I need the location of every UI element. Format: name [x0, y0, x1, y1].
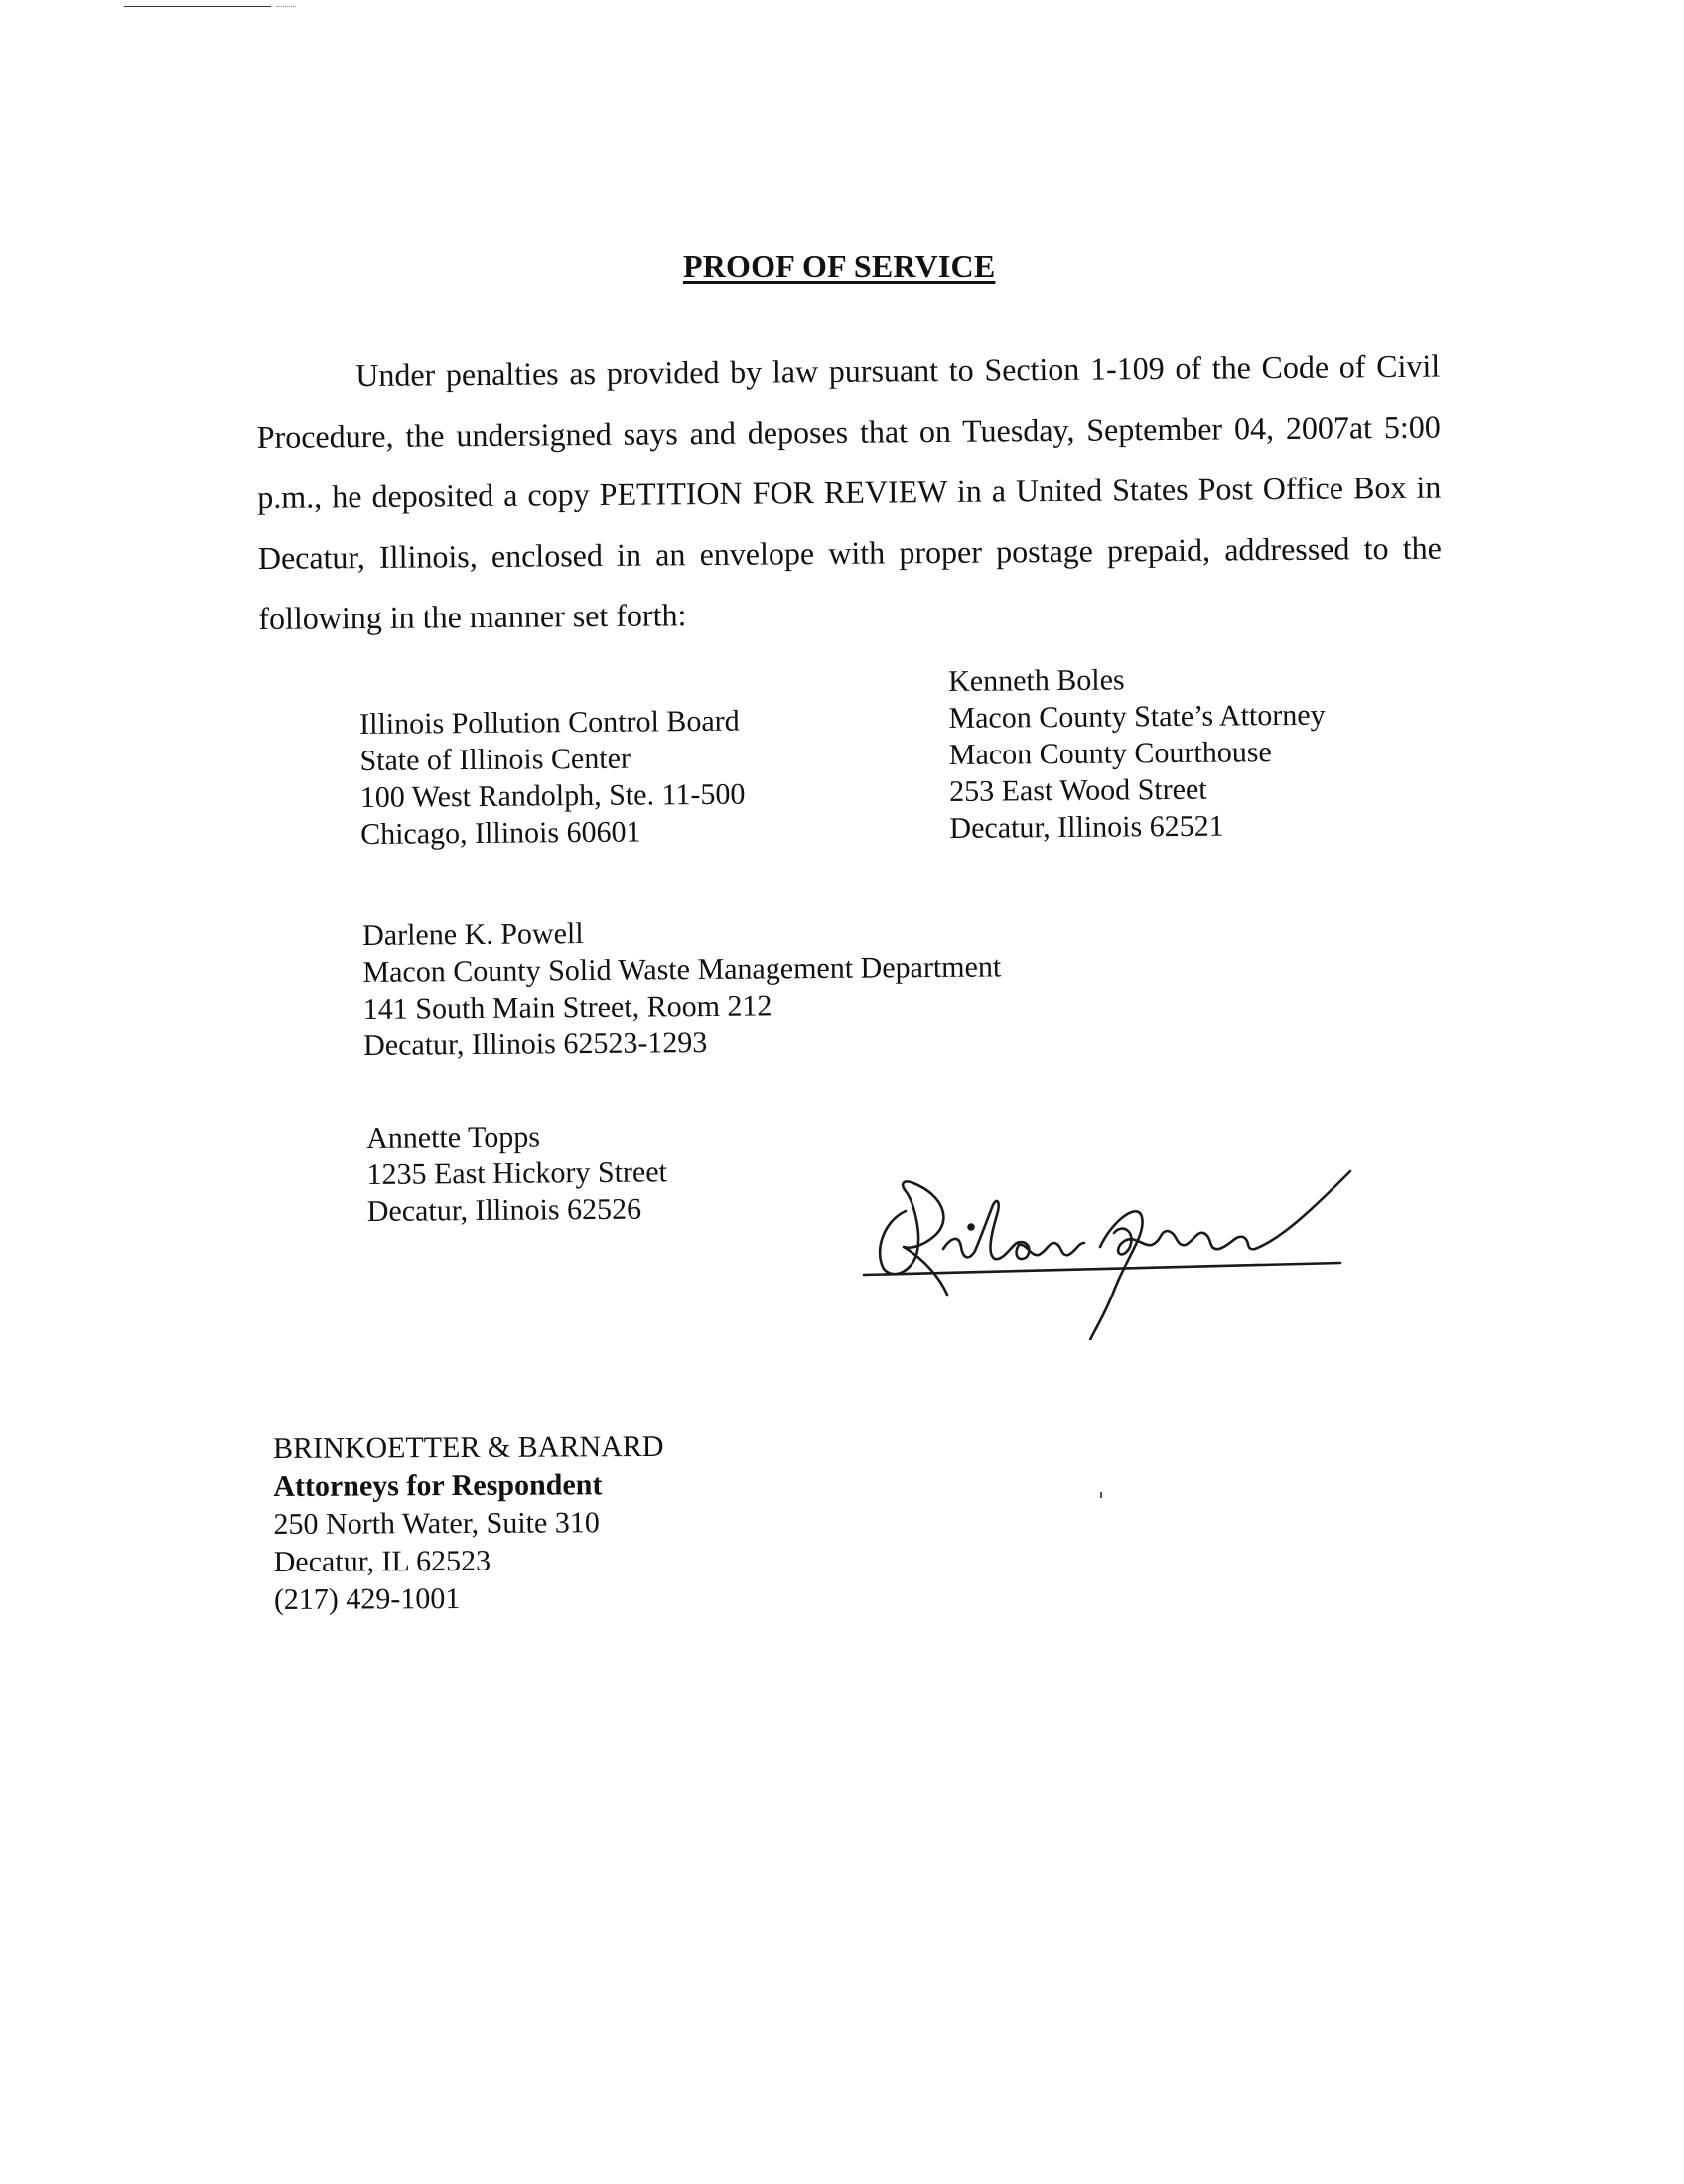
scan-speck — [1100, 1492, 1102, 1498]
firm-name: BRINKOETTER & BARNARD — [273, 1430, 664, 1465]
recipient-name: Annette Topps — [366, 1120, 541, 1155]
signature-letter-r — [880, 1181, 947, 1295]
document-title: PROOF OF SERVICE — [683, 248, 996, 284]
handwritten-signature — [844, 1152, 1420, 1340]
scan-artifact-line — [124, 6, 271, 7]
recipient-name: Kenneth Boles — [948, 663, 1125, 698]
recipient-solid-waste-department — [362, 911, 1002, 1064]
recipient-building: State of Illinois Center — [359, 742, 632, 777]
firm-role: Attorneys for Respondent — [273, 1468, 603, 1503]
recipient-street: 1235 East Hickory Street — [366, 1156, 668, 1191]
recipient-city: Decatur, Illinois 62523-1293 — [362, 1025, 708, 1062]
service-statement-text: Under penalties as provided by law pursuant to Section 1-109 of the Code of Civil Procedure, the undersigned says and deposes that on Tuesday, September 04, 2007at 5:00 p.m., he deposited a copy PETITION FOR REVIEW in a United States Post Office Box in Decatur, Illinois, enclosed in an envelope with proper postage prepaid, addressed to the following in the manner set forth: — [256, 347, 1442, 636]
scan-artifact-dots — [276, 6, 296, 7]
firm-signature-block — [273, 1429, 664, 1619]
recipient-pollution-control-board — [359, 703, 746, 853]
recipient-city: Decatur, Illinois 62526 — [366, 1192, 642, 1228]
recipient-name: Illinois Pollution Control Board — [359, 704, 740, 741]
recipient-office: Macon County Courthouse — [948, 736, 1272, 771]
recipient-states-attorney — [948, 660, 1327, 847]
firm-street: 250 North Water, Suite 310 — [273, 1506, 600, 1541]
recipient-title: Macon County State’s Attorney — [948, 698, 1326, 735]
recipient-city: Decatur, Illinois 62521 — [949, 809, 1224, 845]
firm-city: Decatur, IL 62523 — [273, 1544, 491, 1578]
recipient-topps — [366, 1117, 667, 1230]
recipient-street: 141 South Main Street, Room 212 — [362, 989, 772, 1025]
recipient-street: 253 East Wood Street — [948, 772, 1207, 808]
signature-dot — [969, 1225, 974, 1230]
recipient-name: Darlene K. Powell — [362, 917, 584, 952]
firm-phone: (217) 429-1001 — [273, 1582, 461, 1616]
service-statement — [256, 337, 1443, 649]
recipient-street: 100 West Randolph, Ste. 11-500 — [359, 777, 746, 814]
recipient-department: Macon County Solid Waste Management Department — [362, 950, 1002, 989]
signature-last-name — [1114, 1171, 1350, 1254]
recipient-city: Chicago, Illinois 60601 — [359, 815, 641, 851]
signature-first-name — [943, 1201, 1084, 1259]
